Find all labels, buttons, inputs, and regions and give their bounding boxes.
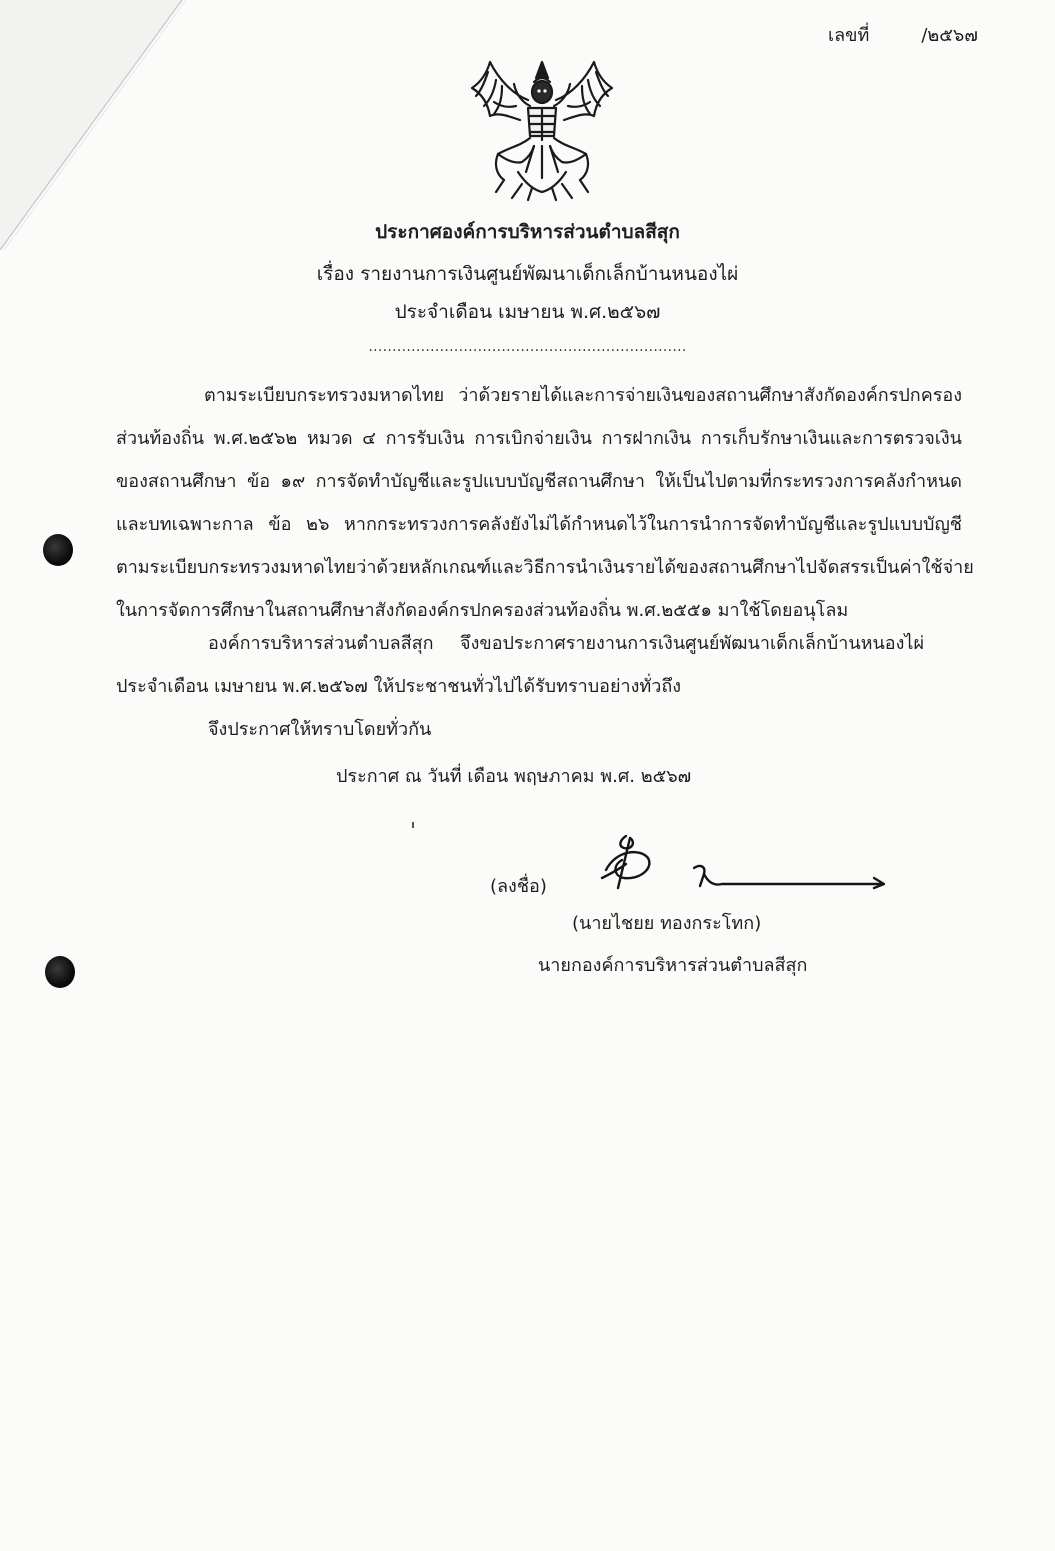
handwritten-signature [596,830,896,900]
paragraph-2-line-1: องค์การบริหารส่วนตำบลสีสุก จึงขอประกาศรายงานการเงินศูนย์พัฒนาเด็กเล็กบ้านหนองไผ่ [208,633,924,654]
paragraph-1-line-4: และบทเฉพาะกาล ข้อ ๒๖ หากกระทรวงการคลังยังไม่ได้กำหนดไว้ในการนำการจัดทำบัญชีและรูปแบบบัญชี [116,514,962,535]
signatory-name: (นายไชยย ทองกระโทก) [572,913,762,934]
document-number [828,20,978,49]
ink-speck [412,822,414,828]
paragraph-1-line-2: ส่วนท้องถิ่น พ.ศ.๒๕๖๒ หมวด ๔ การรับเงิน การเบิกจ่ายเงิน การฝากเงิน การเก็บรักษาเงินและการตรวจเงิน [116,428,962,449]
signature-label: (ลงชื่อ) [490,876,547,897]
paragraph-1-line-5: ตามระเบียบกระทรวงมหาดไทยว่าด้วยหลักเกณฑ์และวิธีการนำเงินรายได้ของสถานศึกษาไปจัดสรรเป็นค่าใช้จ่าย [116,557,974,578]
paragraph-1-line-1: ตามระเบียบกระทรวงมหาดไทย ว่าด้วยรายได้และการจ่ายเงินของสถานศึกษาสังกัดองค์กรปกครอง [204,385,962,406]
closing-statement: จึงประกาศให้ทราบโดยทั่วกัน [208,719,432,740]
announcement-date: ประกาศ ณ วันที่ เดือน พฤษภาคม พ.ศ. ๒๕๖๗ [336,766,692,787]
announcement-title: ประกาศองค์การบริหารส่วนตำบลสีสุก [375,221,680,243]
punch-hole-top [43,534,73,566]
announcement-period: ประจำเดือน เมษายน พ.ศ.๒๕๖๗ [394,301,661,323]
paragraph-1-line-3: ของสถานศึกษา ข้อ ๑๙ การจัดทำบัญชีและรูปแบบบัญชีสถานศึกษา ให้เป็นไปตามที่กระทรวงการคลังกำหนด [116,471,962,492]
paragraph-2-line-2: ประจำเดือน เมษายน พ.ศ.๒๕๖๗ ให้ประชาชนทั่วไปได้รับทราบอย่างทั่วถึง [116,676,682,697]
doc-number-value: /๒๕๖๗ [921,25,978,46]
garuda-emblem-icon [468,54,616,204]
paragraph-1-line-6: ในการจัดการศึกษาในสถานศึกษาสังกัดองค์กรปกครองส่วนท้องถิ่น พ.ศ.๒๕๕๑ มาใช้โดยอนุโลม [116,600,849,621]
punch-hole-bottom [45,956,75,988]
announcement-subject: เรื่อง รายงานการเงินศูนย์พัฒนาเด็กเล็กบ้านหนองไผ่ [316,263,739,285]
title-divider: ................................................................... [368,339,687,355]
doc-number-label: เลขที่ [828,25,870,46]
signatory-position: นายกองค์การบริหารส่วนตำบลสีสุก [538,955,808,976]
